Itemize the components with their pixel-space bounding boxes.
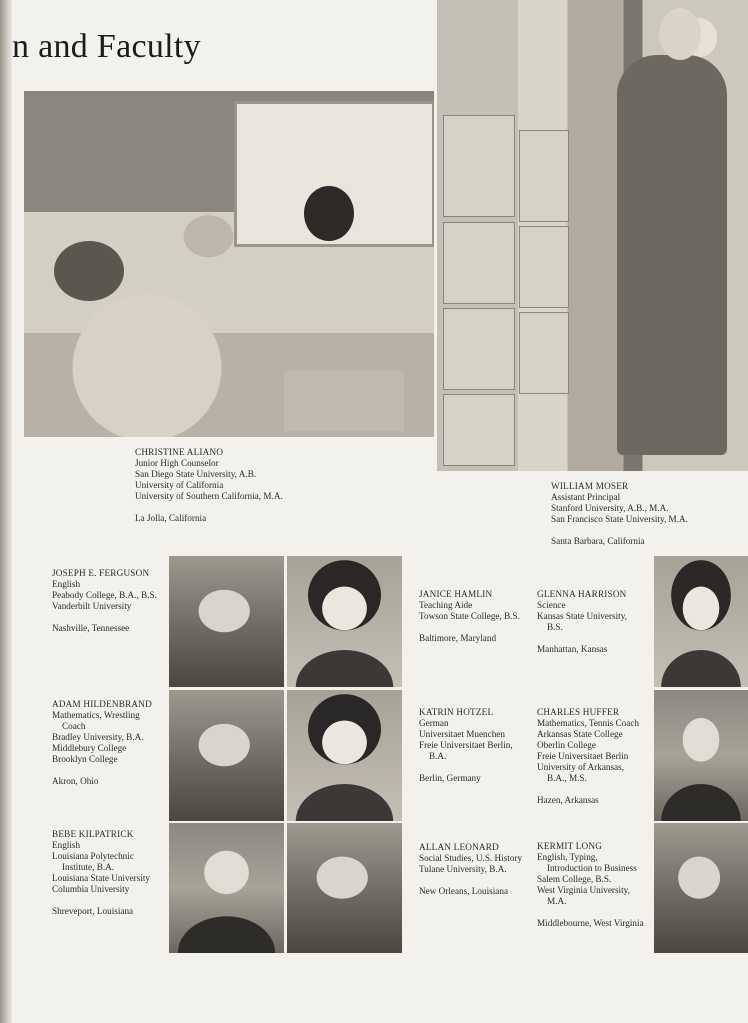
portrait-allan-leonard: [287, 823, 402, 953]
caption-janice-hamlin: JANICE HAMLIN Teaching Aide Towson State College, B.S. Baltimore, Maryland: [419, 589, 520, 643]
caption-bebe-kilpatrick: BEBE KILPATRICK English Louisiana Polytechnic Institute, B.A. Louisiana State University Columbia University Shreveport, Louisiana: [52, 829, 150, 916]
portrait-adam-hildenbrand: [169, 690, 284, 821]
caption-katrin-hotzel: KATRIN HOTZEL German Universitaet Muenchen Freie Universitaet Berlin, B.A. Berlin, Germany: [419, 707, 513, 783]
portrait-bebe-kilpatrick: [169, 823, 284, 953]
portrait-charles-huffer: [654, 690, 748, 821]
portrait-glenna-harrison: [654, 556, 748, 687]
caption-allan-leonard: ALLAN LEONARD Social Studies, U.S. History Tulane University, B.A. New Orleans, Louisiana: [419, 842, 523, 896]
page-title: n and Faculty: [12, 28, 201, 65]
caption-kermit-long: KERMIT LONG English, Typing, Introduction to Business Salem College, B.S. West Virginia University, M.A. Middlebourne, West Virginia: [537, 841, 644, 928]
caption-charles-huffer: CHARLES HUFFER Mathematics, Tennis Coach Arkansas State College Oberlin College Freie Universitaet Berlin University of Arkansas, B.A., M.S. Hazen, Arkansas: [537, 707, 640, 805]
caption-christine-aliano: CHRISTINE ALIANO Junior High Counselor San Diego State University, A.B. University of California University of Southern California, M.A. La Jolla, California: [135, 447, 283, 523]
portrait-joseph-ferguson: [169, 556, 284, 687]
portrait-janice-hamlin: [287, 556, 402, 687]
portrait-katrin-hotzel: [287, 690, 402, 821]
caption-william-moser: WILLIAM MOSER Assistant Principal Stanford University, A.B., M.A. San Francisco State University, M.A. Santa Barbara, California: [551, 481, 688, 546]
portrait-kermit-long: [654, 823, 748, 953]
photo-christine-aliano-office: [24, 91, 434, 437]
photo-william-moser-file-cabinet: [437, 0, 748, 471]
caption-joseph-ferguson: JOSEPH E. FERGUSON English Peabody College, B.A., B.S. Vanderbilt University Nashville, Tennessee: [52, 568, 157, 633]
caption-glenna-harrison: GLENNA HARRISON Science Kansas State University, B.S. Manhattan, Kansas: [537, 589, 627, 654]
caption-adam-hildenbrand: ADAM HILDENBRAND Mathematics, Wrestling Coach Bradley University, B.A. Middlebury College Brooklyn College Akron, Ohio: [52, 699, 152, 786]
page-binding-edge: [0, 0, 12, 1023]
